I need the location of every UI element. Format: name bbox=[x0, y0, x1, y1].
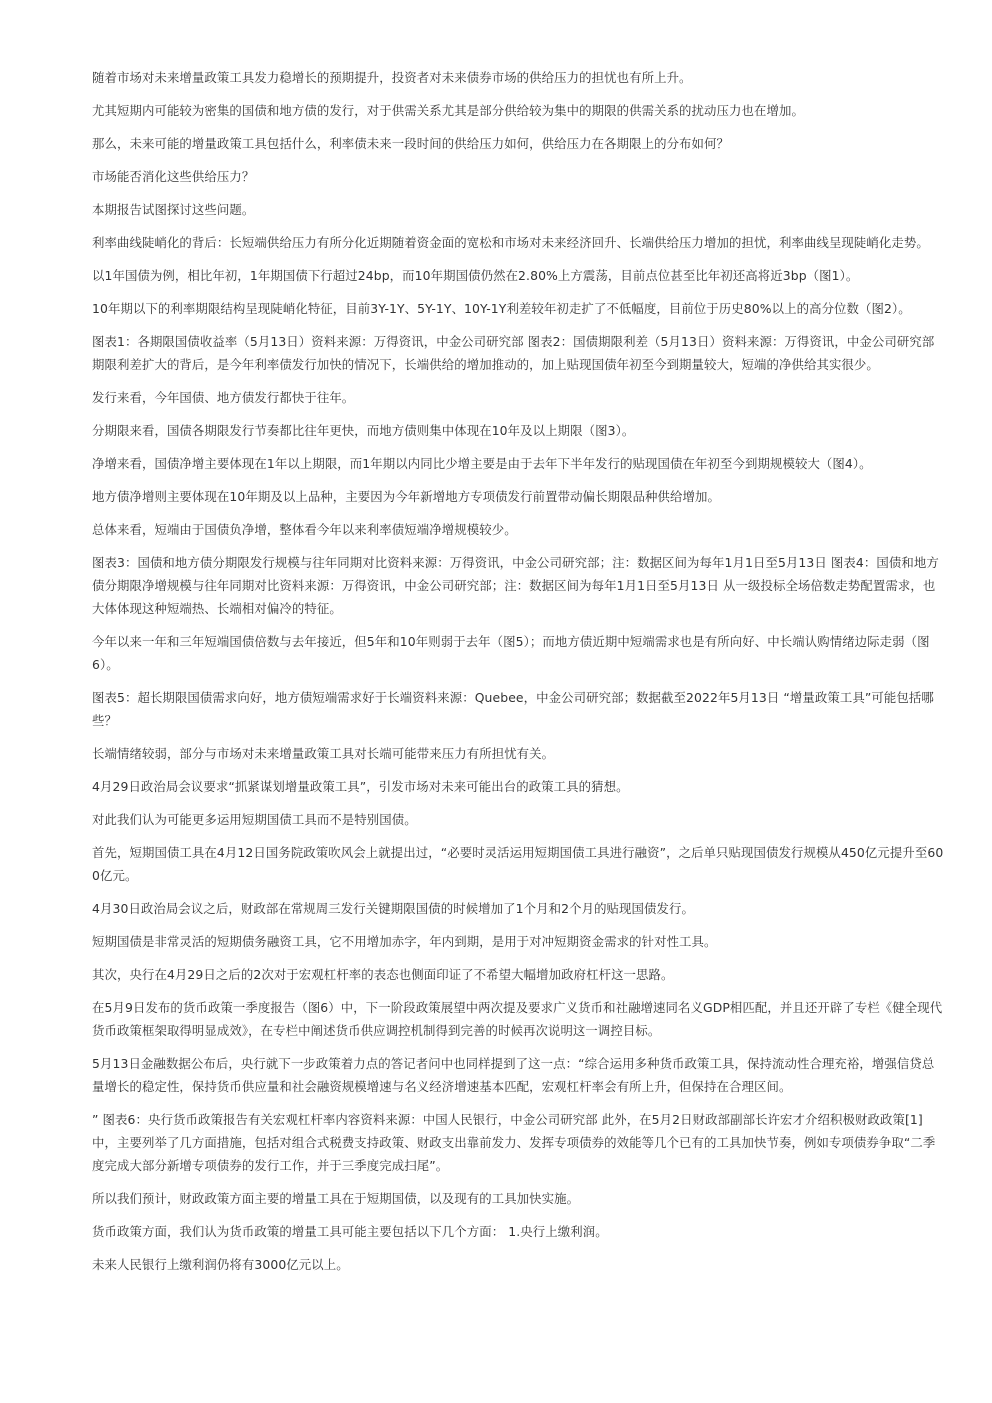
paragraph: 长端情绪较弱，部分与市场对未来增量政策工具对长端可能带来压力有所担忧有关。 bbox=[92, 746, 555, 761]
paragraph: 净增来看，国债净增主要体现在1年以上期限，而1年期以内同比少增主要是由于去年下半年发行的贴现国债在年初至今到期规模较大（图4）。 bbox=[92, 456, 872, 471]
paragraph: 5月13日金融数据公布后，央行就下一步政策着力点的答记者问中也同样提到了这一点：“综合运用多种货币政策工具，保持流动性合理充裕，增强信贷总量增长的稳定性，保持货币供应量和社会融资规模增速与名义经济增速基本匹配，宏观杠杆率会有所上升，但保持在合理区间。 bbox=[92, 1056, 935, 1094]
paragraph: 总体来看，短端由于国债负净增，整体看今年以来利率债短端净增规模较少。 bbox=[92, 522, 517, 537]
paragraph: 4月29日政治局会议要求“抓紧谋划增量政策工具”，引发市场对未来可能出台的政策工具的猜想。 bbox=[92, 779, 629, 794]
paragraph: 图表5：超长期限国债需求向好，地方债短端需求好于长端资料来源：Quebee，中金公司研究部；数据截至2022年5月13日 “增量政策工具”可能包括哪些？ bbox=[92, 690, 934, 728]
paragraph: 未来人民银行上缴利润仍将有3000亿元以上。 bbox=[92, 1257, 349, 1272]
paragraph: 分期限来看，国债各期限发行节奏都比往年更快，而地方债则集中体现在10年及以上期限（图3）。 bbox=[92, 423, 635, 438]
paragraph: 发行来看，今年国债、地方债发行都快于往年。 bbox=[92, 390, 355, 405]
paragraph: 以1年国债为例，相比年初，1年期国债下行超过24bp，而10年期国债仍然在2.80%上方震荡，目前点位甚至比年初还高将近3bp（图1）。 bbox=[92, 268, 859, 283]
paragraph: 10年期以下的利率期限结构呈现陡峭化特征，目前3Y-1Y、5Y-1Y、10Y-1Y利差较年初走扩了不低幅度，目前位于历史80%以上的高分位数（图2）。 bbox=[92, 301, 911, 316]
paragraph: ” 图表6：央行货币政策报告有关宏观杠杆率内容资料来源：中国人民银行，中金公司研究部 此外，在5月2日财政部副部长许宏才介绍积极财政政策[1]中，主要列举了几方面措施，包括对组合式税费支持政策、财政支出靠前发力、发挥专项债券的效能等几个已有的工具加快节奏，例如专项债券争取“二季度完成大部分新增专项债券的发行工作，并于三季度完成扫尾”。 bbox=[92, 1112, 936, 1173]
paragraph: 图表1：各期限国债收益率（5月13日）资料来源：万得资讯，中金公司研究部 图表2：国债期限利差（5月13日）资料来源：万得资讯，中金公司研究部 期限利差扩大的背后，是今年利率债发行加快的情况下，长端供给的增加推动的，加上贴现国债年初至今到期量较大，短端的净供给其实很少。 bbox=[92, 334, 935, 372]
paragraph: 短期国债是非常灵活的短期债务融资工具，它不用增加赤字，年内到期，是用于对冲短期资金需求的针对性工具。 bbox=[92, 934, 717, 949]
paragraph: 其次，央行在4月29日之后的2次对于宏观杠杆率的表态也侧面印证了不希望大幅增加政府杠杆这一思路。 bbox=[92, 967, 674, 982]
paragraph: 随着市场对未来增量政策工具发力稳增长的预期提升，投资者对未来债券市场的供给压力的担忧也有所上升。 bbox=[92, 70, 692, 85]
paragraph: 地方债净增则主要体现在10年期及以上品种，主要因为今年新增地方专项债发行前置带动偏长期限品种供给增加。 bbox=[92, 489, 721, 504]
paragraph: 所以我们预计，财政政策方面主要的增量工具在于短期国债，以及现有的工具加快实施。 bbox=[92, 1191, 580, 1206]
paragraph: 那么，未来可能的增量政策工具包括什么，利率债未来一段时间的供给压力如何，供给压力在各期限上的分布如何？ bbox=[92, 136, 730, 151]
paragraph: 本期报告试图探讨这些问题。 bbox=[92, 202, 255, 217]
paragraph: 首先，短期国债工具在4月12日国务院政策吹风会上就提出过，“必要时灵活运用短期国债工具进行融资”，之后单只贴现国债发行规模从450亿元提升至600亿元。 bbox=[92, 845, 944, 883]
paragraph: 4月30日政治局会议之后，财政部在常规周三发行关键期限国债的时候增加了1个月和2个月的贴现国债发行。 bbox=[92, 901, 694, 916]
paragraph: 市场能否消化这些供给压力？ bbox=[92, 169, 255, 184]
paragraph: 尤其短期内可能较为密集的国债和地方债的发行，对于供需关系尤其是部分供给较为集中的期限的供需关系的扰动压力也在增加。 bbox=[92, 103, 804, 118]
paragraph: 货币政策方面，我们认为货币政策的增量工具可能主要包括以下几个方面： 1.央行上缴利润。 bbox=[92, 1224, 608, 1239]
paragraph: 对此我们认为可能更多运用短期国债工具而不是特别国债。 bbox=[92, 812, 417, 827]
paragraph: 利率曲线陡峭化的背后：长短端供给压力有所分化近期随着资金面的宽松和市场对未来经济回升、长端供给压力增加的担忧，利率曲线呈现陡峭化走势。 bbox=[92, 235, 929, 250]
paragraph: 在5月9日发布的货币政策一季度报告（图6）中，下一阶段政策展望中两次提及要求广义货币和社融增速同名义GDP相匹配，并且还开辟了专栏《健全现代货币政策框架取得明显成效》，在专栏中阐述货币供应调控机制得到完善的时候再次说明这一调控目标。 bbox=[92, 1000, 943, 1038]
paragraph: 图表3：国债和地方债分期限发行规模与往年同期对比资料来源：万得资讯，中金公司研究部；注：数据区间为每年1月1日至5月13日 图表4：国债和地方债分期限净增规模与往年同期对比资料来源：万得资讯，中金公司研究部；注：数据区间为每年1月1日至5月13日 从一级投标全场倍数走势配置需求，也大体体现这种短端热、长端相对偏冷的特征。 bbox=[92, 555, 939, 616]
paragraph: 今年以来一年和三年短端国债倍数与去年接近，但5年和10年则弱于去年（图5）；而地方债近期中短端需求也是有所向好、中长端认购情绪边际走弱（图6）。 bbox=[92, 634, 930, 672]
